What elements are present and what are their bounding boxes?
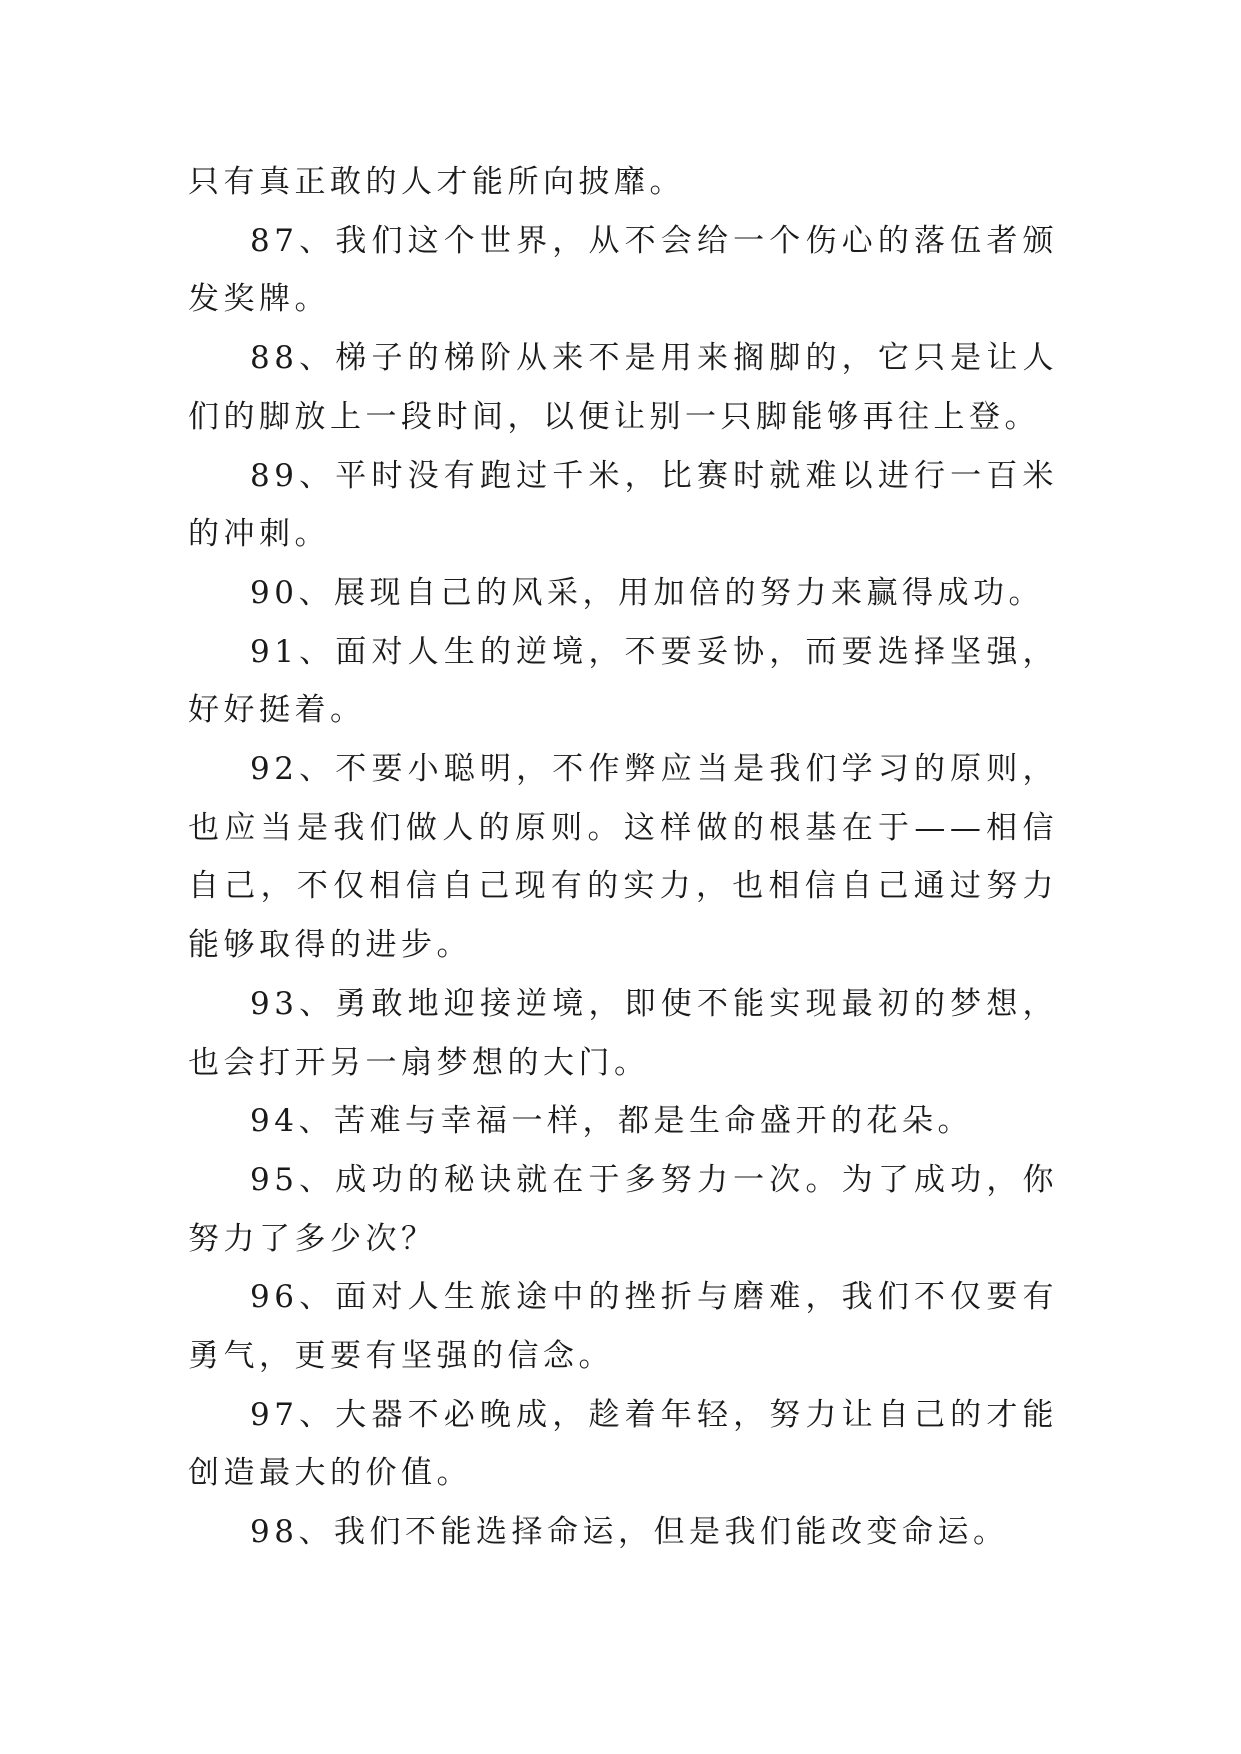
paragraph-98: 98、我们不能选择命运，但是我们能改变命运。 (250, 1514, 1009, 1551)
document-body (188, 153, 1058, 1562)
paragraph-97: 97、大器不必晚成，趁着年轻，努力让自己的才能创造最大的价值。 (188, 1396, 1058, 1492)
paragraph-90: 90、展现自己的风采，用加倍的努力来赢得成功。 (250, 574, 1044, 611)
paragraph-94: 94、苦难与幸福一样，都是生命盛开的花朵。 (250, 1103, 973, 1140)
paragraph-89: 89、平时没有跑过千米，比赛时就难以进行一百米的冲刺。 (188, 457, 1058, 553)
paragraph-92: 92、不要小聪明，不作弊应当是我们学习的原则，也应当是我们做人的原则。这样做的根基在于——相信自己，不仅相信自己现有的实力，也相信自己通过努力能够取得的进步。 (188, 751, 1058, 964)
paragraph-93: 93、勇敢地迎接逆境，即使不能实现最初的梦想，也会打开另一扇梦想的大门。 (188, 985, 1058, 1081)
paragraph-91: 91、面对人生的逆境，不要妥协，而要选择坚强，好好挺着。 (188, 633, 1058, 729)
paragraph-88: 88、梯子的梯阶从来不是用来搁脚的，它只是让人们的脚放上一段时间，以便让别一只脚能够再往上登。 (188, 340, 1058, 435)
paragraph-96: 96、面对人生旅途中的挫折与磨难，我们不仅要有勇气，更要有坚强的信念。 (188, 1279, 1058, 1375)
paragraph-87: 87、我们这个世界，从不会给一个伤心的落伍者颁发奖牌。 (188, 222, 1058, 318)
paragraph-95: 95、成功的秘诀就在于多努力一次。为了成功，你努力了多少次？ (188, 1161, 1058, 1257)
paragraph-86-continuation: 只有真正敢的人才能所向披靡。 (188, 164, 685, 200)
